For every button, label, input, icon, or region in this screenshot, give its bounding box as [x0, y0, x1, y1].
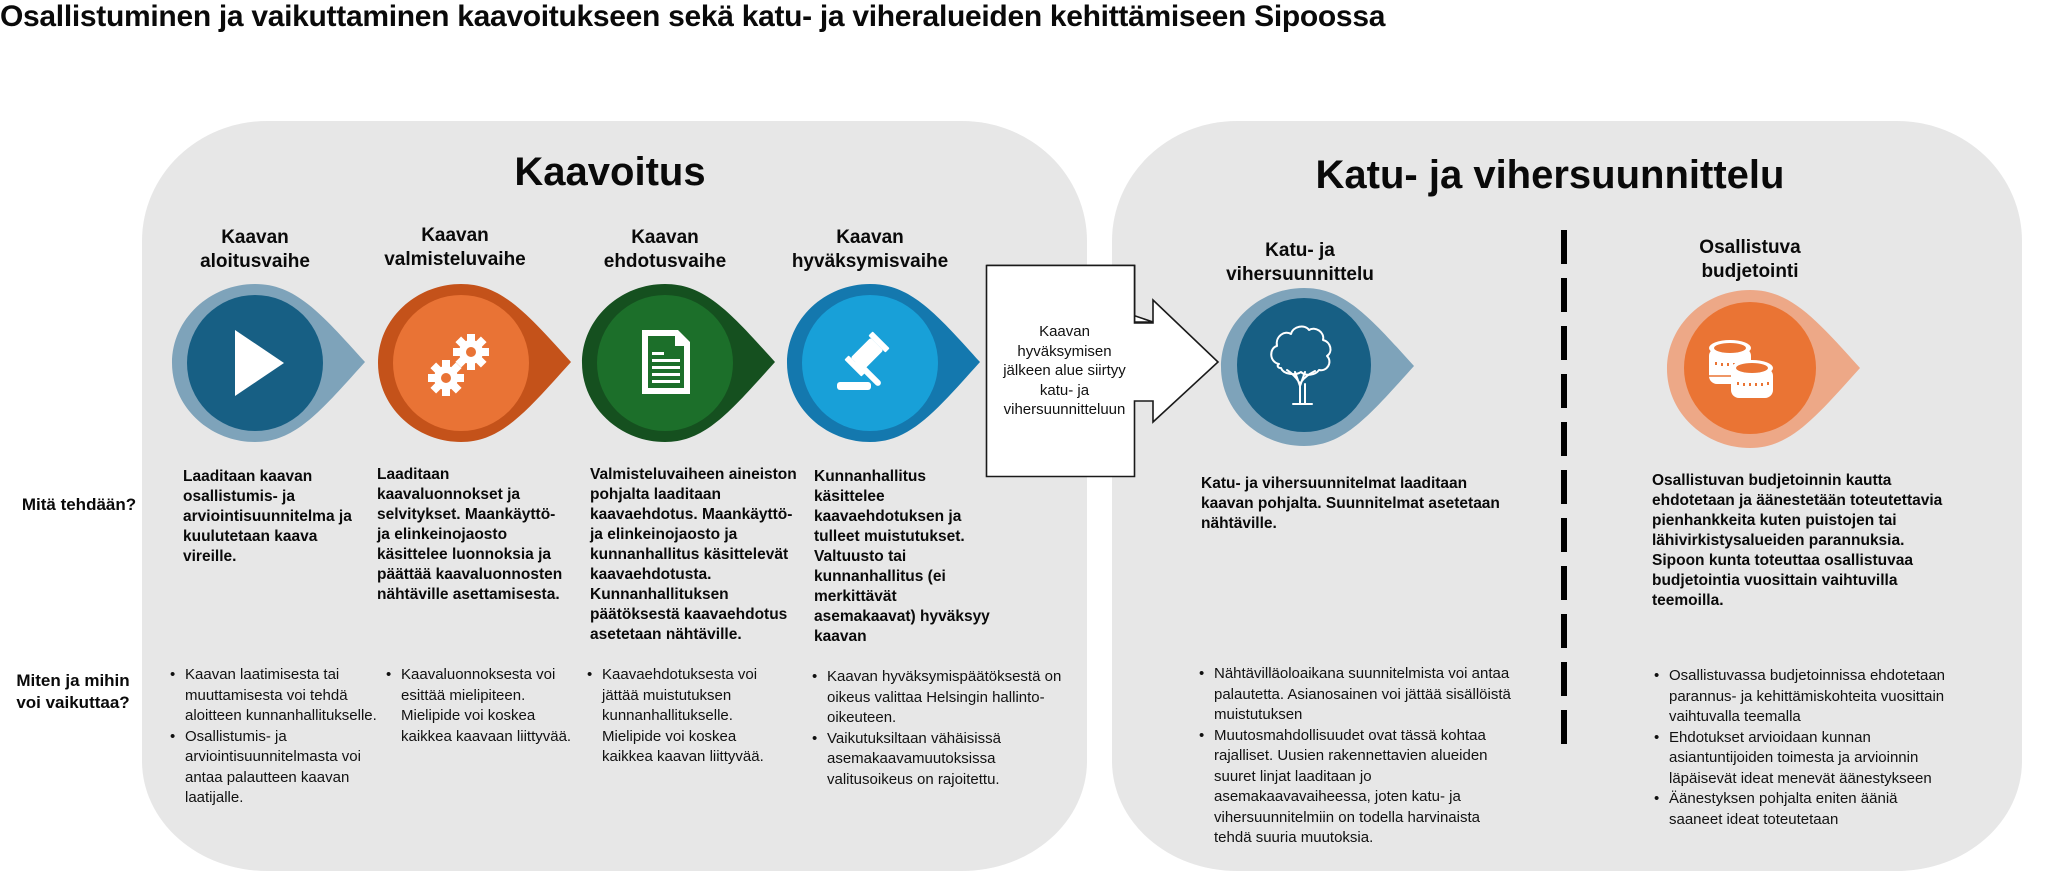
stage-marker-osallistuva-budjetointi [1665, 288, 1865, 458]
stage-heading-line: ehdotusvaihe [603, 251, 727, 272]
stage-heading-line: Kaavan [221, 227, 289, 248]
bullet-item: • Ehdotukset arvioidaan kunnan asiantuntijoiden toimesta ja arvioinnin läpäisevät ideat menevät äänestykseen [1654, 728, 1954, 790]
stage-heading-line: hyväksymisvaihe [791, 251, 949, 272]
row-label-how-line1: Miten ja mihin [16, 671, 130, 690]
stage-marker-hyvaksymisvaihe [785, 282, 985, 452]
stage-marker-katu-vihersuunnittelu [1219, 286, 1419, 456]
stage-heading-ehdotusvaihe [565, 226, 765, 274]
stage-heading-katu-vihersuunnittelu [1200, 239, 1400, 287]
description-ehdotusvaihe: Valmisteluvaiheen aineiston pohjalta laaditaan kaavaehdotus. Maankäyttö- ja elinkeinojaosto ja kunnanhallitus käsittelevät kaavaehdotusta. Kunnanhallituksen päätöksestä kaavaehdotus asetetaan nähtäville. [590, 466, 797, 643]
stage-heading-line: Kaavan [836, 227, 904, 248]
transition-text-line: jälkeen alue siirtyy [1003, 362, 1126, 379]
bullet-item: • Äänestyksen pohjalta eniten ääniä saaneet ideat toteutetaan [1654, 789, 1954, 830]
bullet-item: • Kaavan laatimisesta tai muuttamisesta voi tehdä aloitteen kunnanhallitukselle. [170, 665, 380, 727]
bullet-item: • Kaavaehdotuksesta voi jättää muistutuksen kunnanhallitukselle. Mielipide voi koskea kaikkea kaavan liittyvää. [587, 665, 777, 768]
transition-text-line: hyväksymisen [1017, 342, 1112, 360]
bullets-aloitusvaihe [170, 665, 380, 809]
stage-heading-line: vihersuunnittelu [1226, 264, 1374, 285]
stage-marker-ehdotusvaihe [580, 282, 780, 452]
bullets-valmisteluvaihe [386, 665, 582, 747]
kaavoitus-heading: Kaavoitus [514, 150, 706, 194]
bullets-osallistuva-budjetointi [1654, 666, 1954, 830]
bullets-hyvaksymisvaihe [812, 667, 1062, 790]
description-valmisteluvaihe: Laaditaan kaavaluonnokset ja selvitykset. Maankäyttö- ja elinkeinojaosto käsittelee luonnoksia ja päättää kaavaluonnosten nähtäville asettamisesta. [377, 466, 563, 603]
stage-heading-line: Katu- ja [1265, 240, 1335, 261]
document-icon [642, 330, 690, 394]
stage-marker-valmisteluvaihe [376, 282, 576, 452]
description-katu-vihersuunnittelu: Katu- ja vihersuunnitelmat laaditaan kaavan pohjalta. Suunnitelmat asetetaan nähtäville. [1201, 475, 1500, 532]
bullet-item: • Kaavaluonnoksesta voi esittää mielipiteen. Mielipide voi koskea kaikkea kaavaan liittyvää. [386, 665, 582, 747]
stage-heading-line: Kaavan [421, 225, 489, 246]
row-label-how-line2: voi vaikuttaa? [16, 693, 130, 712]
bullet-item: • Osallistumis- ja arviointisuunnitelmasta voi antaa palautteen kaavan laatijalle. [170, 727, 380, 809]
section-divider [1561, 230, 1567, 750]
bullet-item: • Osallistuvassa budjetoinnissa ehdotetaan parannus- ja kehittämiskohteita vuosittain vaihtuvalla teemalla [1654, 666, 1954, 728]
description-aloitusvaihe: Laaditaan kaavan osallistumis- ja arviointisuunnitelma ja kuulutetaan kaava vireille. [183, 468, 352, 565]
transition-text-line: vihersuunnitteluun [1003, 401, 1126, 418]
bullets-katu-vihersuunnittelu [1199, 664, 1519, 849]
bullet-item: • Kaavan hyväksymispäätöksestä on oikeus valittaa Helsingin hallinto-oikeuteen. [812, 667, 1062, 729]
bullets-ehdotusvaihe [587, 665, 777, 768]
stage-heading-line: aloitusvaihe [200, 251, 310, 272]
katu-vihersuunnittelu-heading: Katu- ja vihersuunnittelu [1315, 153, 1785, 197]
stage-marker-aloitusvaihe [170, 282, 370, 452]
page-title: Osallistuminen ja vaikuttaminen kaavoitukseen sekä katu- ja viheralueiden kehittämiseen Sipoossa [0, 0, 1386, 33]
bullet-item: • Vaikutuksiltaan vähäisissä asemakaavamuutoksissa valitusoikeus on rajoitettu. [812, 729, 1062, 791]
transition-text-line: Kaavan [1039, 323, 1090, 340]
transition-text [992, 322, 1137, 420]
description-hyvaksymisvaihe: Kunnanhallitus käsittelee kaavaehdotuksen ja tulleet muistutukset. Valtuusto tai kunnanhallitus (ei merkittävät asemakaavat) hyväksyy kaavan [814, 468, 990, 645]
stage-heading-line: Osallistuva [1699, 237, 1801, 258]
transition-text-line: katu- ja [1039, 381, 1090, 399]
row-label-how [8, 670, 138, 714]
marker-inner [1237, 298, 1371, 432]
stage-heading-osallistuva-budjetointi [1650, 236, 1850, 284]
stage-heading-line: Kaavan [631, 227, 699, 248]
bullet-item: • Muutosmahdollisuudet ovat tässä kohtaa rajalliset. Uusien rakennettavien alueiden suuret linjat laaditaan jo asemakaavavaiheessa, joten katu- ja vihersuunnitelmiin on todella harvinaista tehdä suuria muutoksia. [1199, 726, 1519, 849]
stage-heading-hyvaksymisvaihe [770, 226, 970, 274]
bullet-item: • Nähtävilläoloaikana suunnitelmista voi antaa palautetta. Asianosainen voi jättää sisällöistä muistutuksen [1199, 664, 1519, 726]
stage-heading-line: budjetointi [1701, 261, 1799, 282]
row-label-what: Mitä tehdään? [21, 495, 137, 514]
stage-heading-line: valmisteluvaihe [384, 249, 526, 270]
description-osallistuva-budjetointi: Osallistuvan budjetoinnin kautta ehdotetaan ja äänestetään toteutettavia pienhankkeita kuten puistojen tai lähivirkistysalueiden parannuksia. Sipoon kunta toteuttaa osallistuvaa budjetointia vuosittain vaihtuvilla teemoilla. [1652, 472, 1943, 609]
stage-heading-valmisteluvaihe [355, 224, 555, 272]
stage-heading-aloitusvaihe [155, 226, 355, 274]
